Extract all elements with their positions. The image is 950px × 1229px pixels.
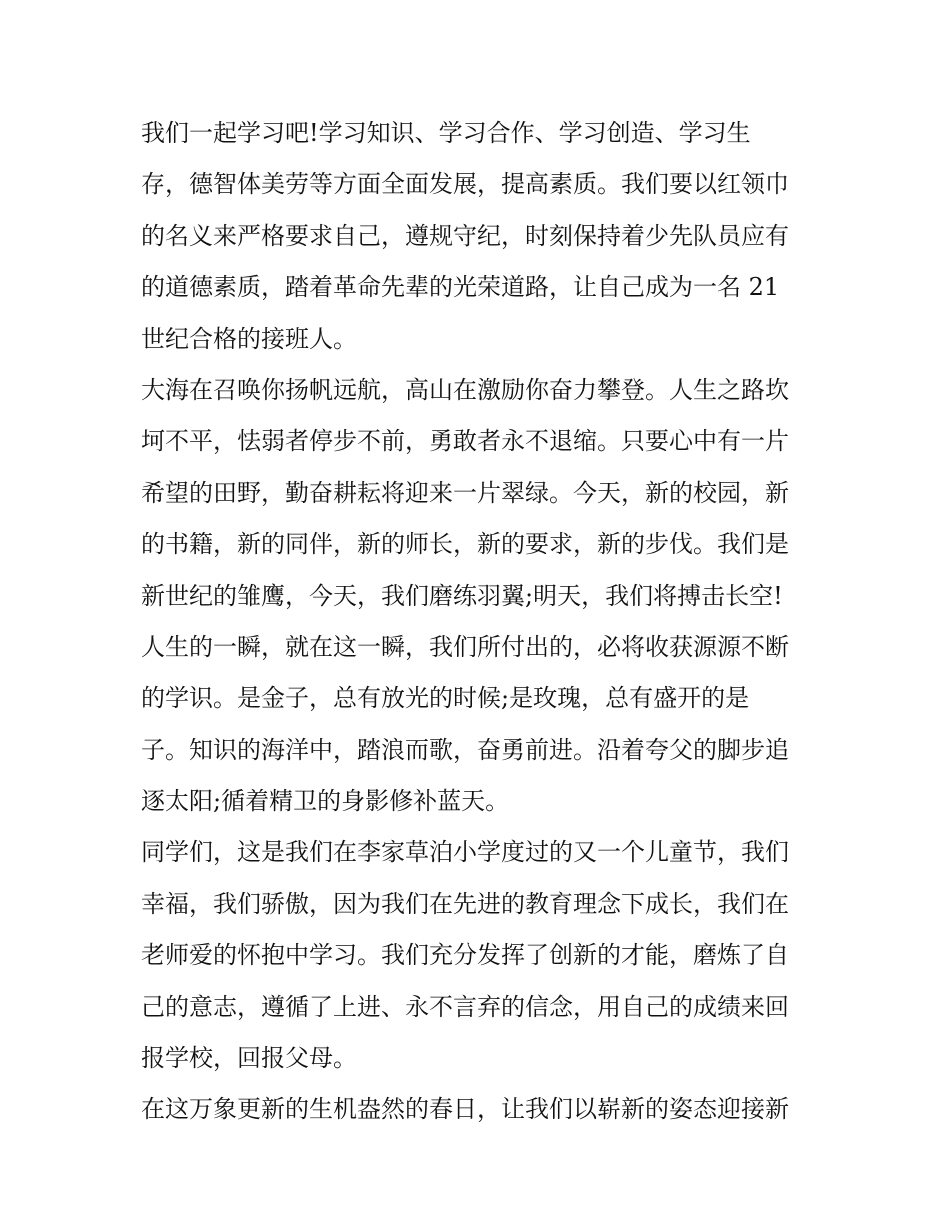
text-line: 的名义来严格要求自己，遵规守纪，时刻保持着少先队员应有 bbox=[141, 221, 789, 250]
text-line: 的道德素质，踏着革命先辈的光荣道路，让自己成为一名 21 bbox=[141, 273, 780, 302]
text-line: 同学们，这是我们在李家草泊小学度过的又一个儿童节，我们 bbox=[141, 838, 789, 867]
text-line: 存，德智体美劳等方面全面发展，提高素质。我们要以红领巾 bbox=[141, 170, 789, 199]
text-line: 老师爱的怀抱中学习。我们充分发挥了创新的才能，磨炼了自 bbox=[141, 941, 789, 970]
text-line: 我们一起学习吧!学习知识、学习合作、学习创造、学习生 bbox=[141, 119, 751, 147]
text-line: 人生的一瞬，就在这一瞬，我们所付出的，必将收获源源不断 bbox=[141, 632, 789, 661]
text-line: 逐太阳;循着精卫的身影修补蓝天。 bbox=[141, 787, 510, 816]
text-line: 的学识。是金子，总有放光的时候;是玫瑰，总有盛开的是 bbox=[141, 684, 750, 713]
text-line: 坷不平，怯弱者停步不前，勇敢者永不退缩。只要心中有一片 bbox=[141, 427, 789, 456]
text-line: 己的意志，遵循了上进、永不言弃的信念，用自己的成绩来回 bbox=[141, 992, 789, 1021]
text-line: 子。知识的海洋中，踏浪而歌，奋勇前进。沿着夸父的脚步追 bbox=[141, 735, 789, 764]
text-line: 报学校，回报父母。 bbox=[141, 1044, 357, 1073]
text-line: 希望的田野，勤奋耕耘将迎来一片翠绿。今天，新的校园，新 bbox=[141, 478, 789, 507]
text-line: 大海在召唤你扬帆远航，高山在激励你奋力攀登。人生之路坎 bbox=[141, 375, 789, 404]
text-line: 在这万象更新的生机盎然的春日，让我们以崭新的姿态迎接新 bbox=[141, 1095, 789, 1124]
text-line: 新世纪的雏鹰，今天，我们磨练羽翼;明天，我们将搏击长空! bbox=[141, 581, 783, 610]
text-line: 的书籍，新的同伴，新的师长，新的要求，新的步伐。我们是 bbox=[141, 530, 789, 559]
text-line: 幸福，我们骄傲，因为我们在先进的教育理念下成长，我们在 bbox=[141, 889, 789, 918]
document-body bbox=[141, 108, 821, 1136]
text-line: 世纪合格的接班人。 bbox=[141, 324, 357, 353]
